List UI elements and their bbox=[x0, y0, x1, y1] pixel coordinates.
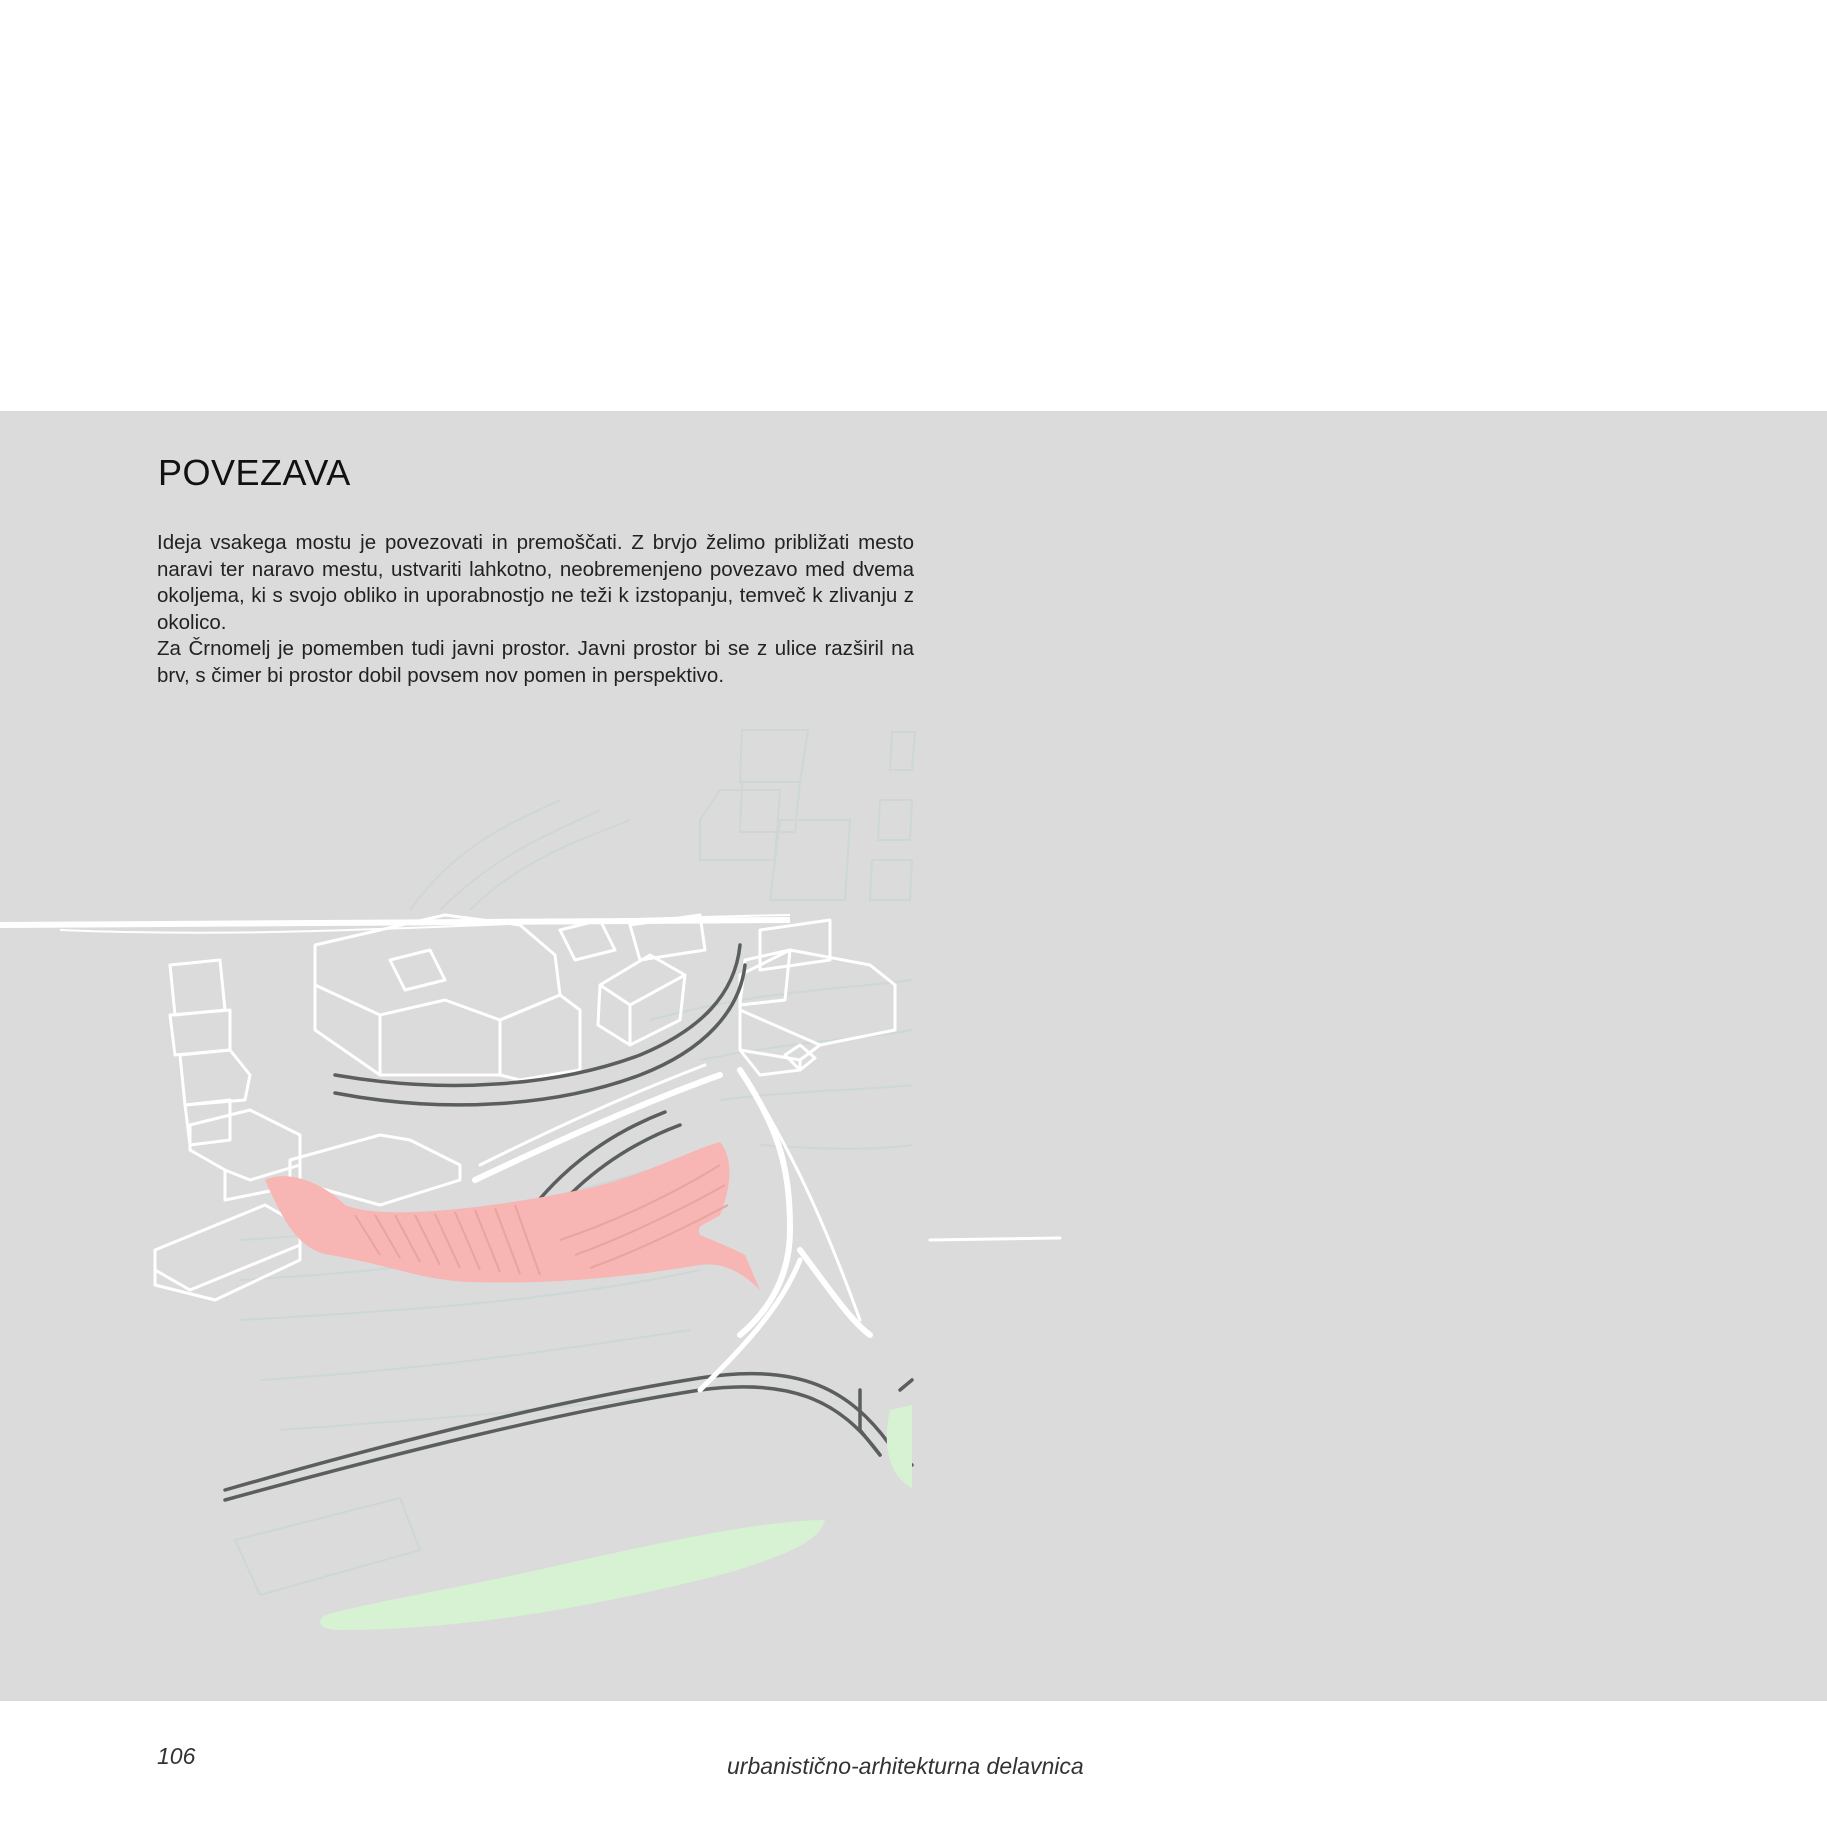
page-title: POVEZAVA bbox=[158, 452, 351, 493]
body-text bbox=[157, 530, 914, 689]
page-number: 106 bbox=[157, 1743, 196, 1769]
green-area-river bbox=[320, 1520, 825, 1630]
right-stroke bbox=[930, 1238, 1060, 1240]
upper-street bbox=[0, 920, 790, 925]
footer-title: urbanistično-arhitekturna delavnica bbox=[727, 1753, 1084, 1779]
green-area-corner bbox=[887, 1405, 912, 1488]
site-plan-illustration bbox=[0, 720, 1827, 1640]
faded-context-buildings bbox=[700, 730, 915, 900]
paragraph-1: Ideja vsakega mostu je povezovati in premoščati. Z brvjo želimo približati mesto naravi ter naravo mestu, ustvariti lahkotno, neobremenjeno povezavo med dvema okoljema, ki s svojo obliko in uporabnostjo ne teži k izstopanju, temveč k zlivanju z okolico. bbox=[157, 531, 914, 634]
paragraph-2: Za Črnomelj je pomemben tudi javni prostor. Javni prostor bi se z ulice razširil na brv, s čimer bi prostor dobil povsem nov pomen in perspektivo. bbox=[157, 637, 914, 687]
